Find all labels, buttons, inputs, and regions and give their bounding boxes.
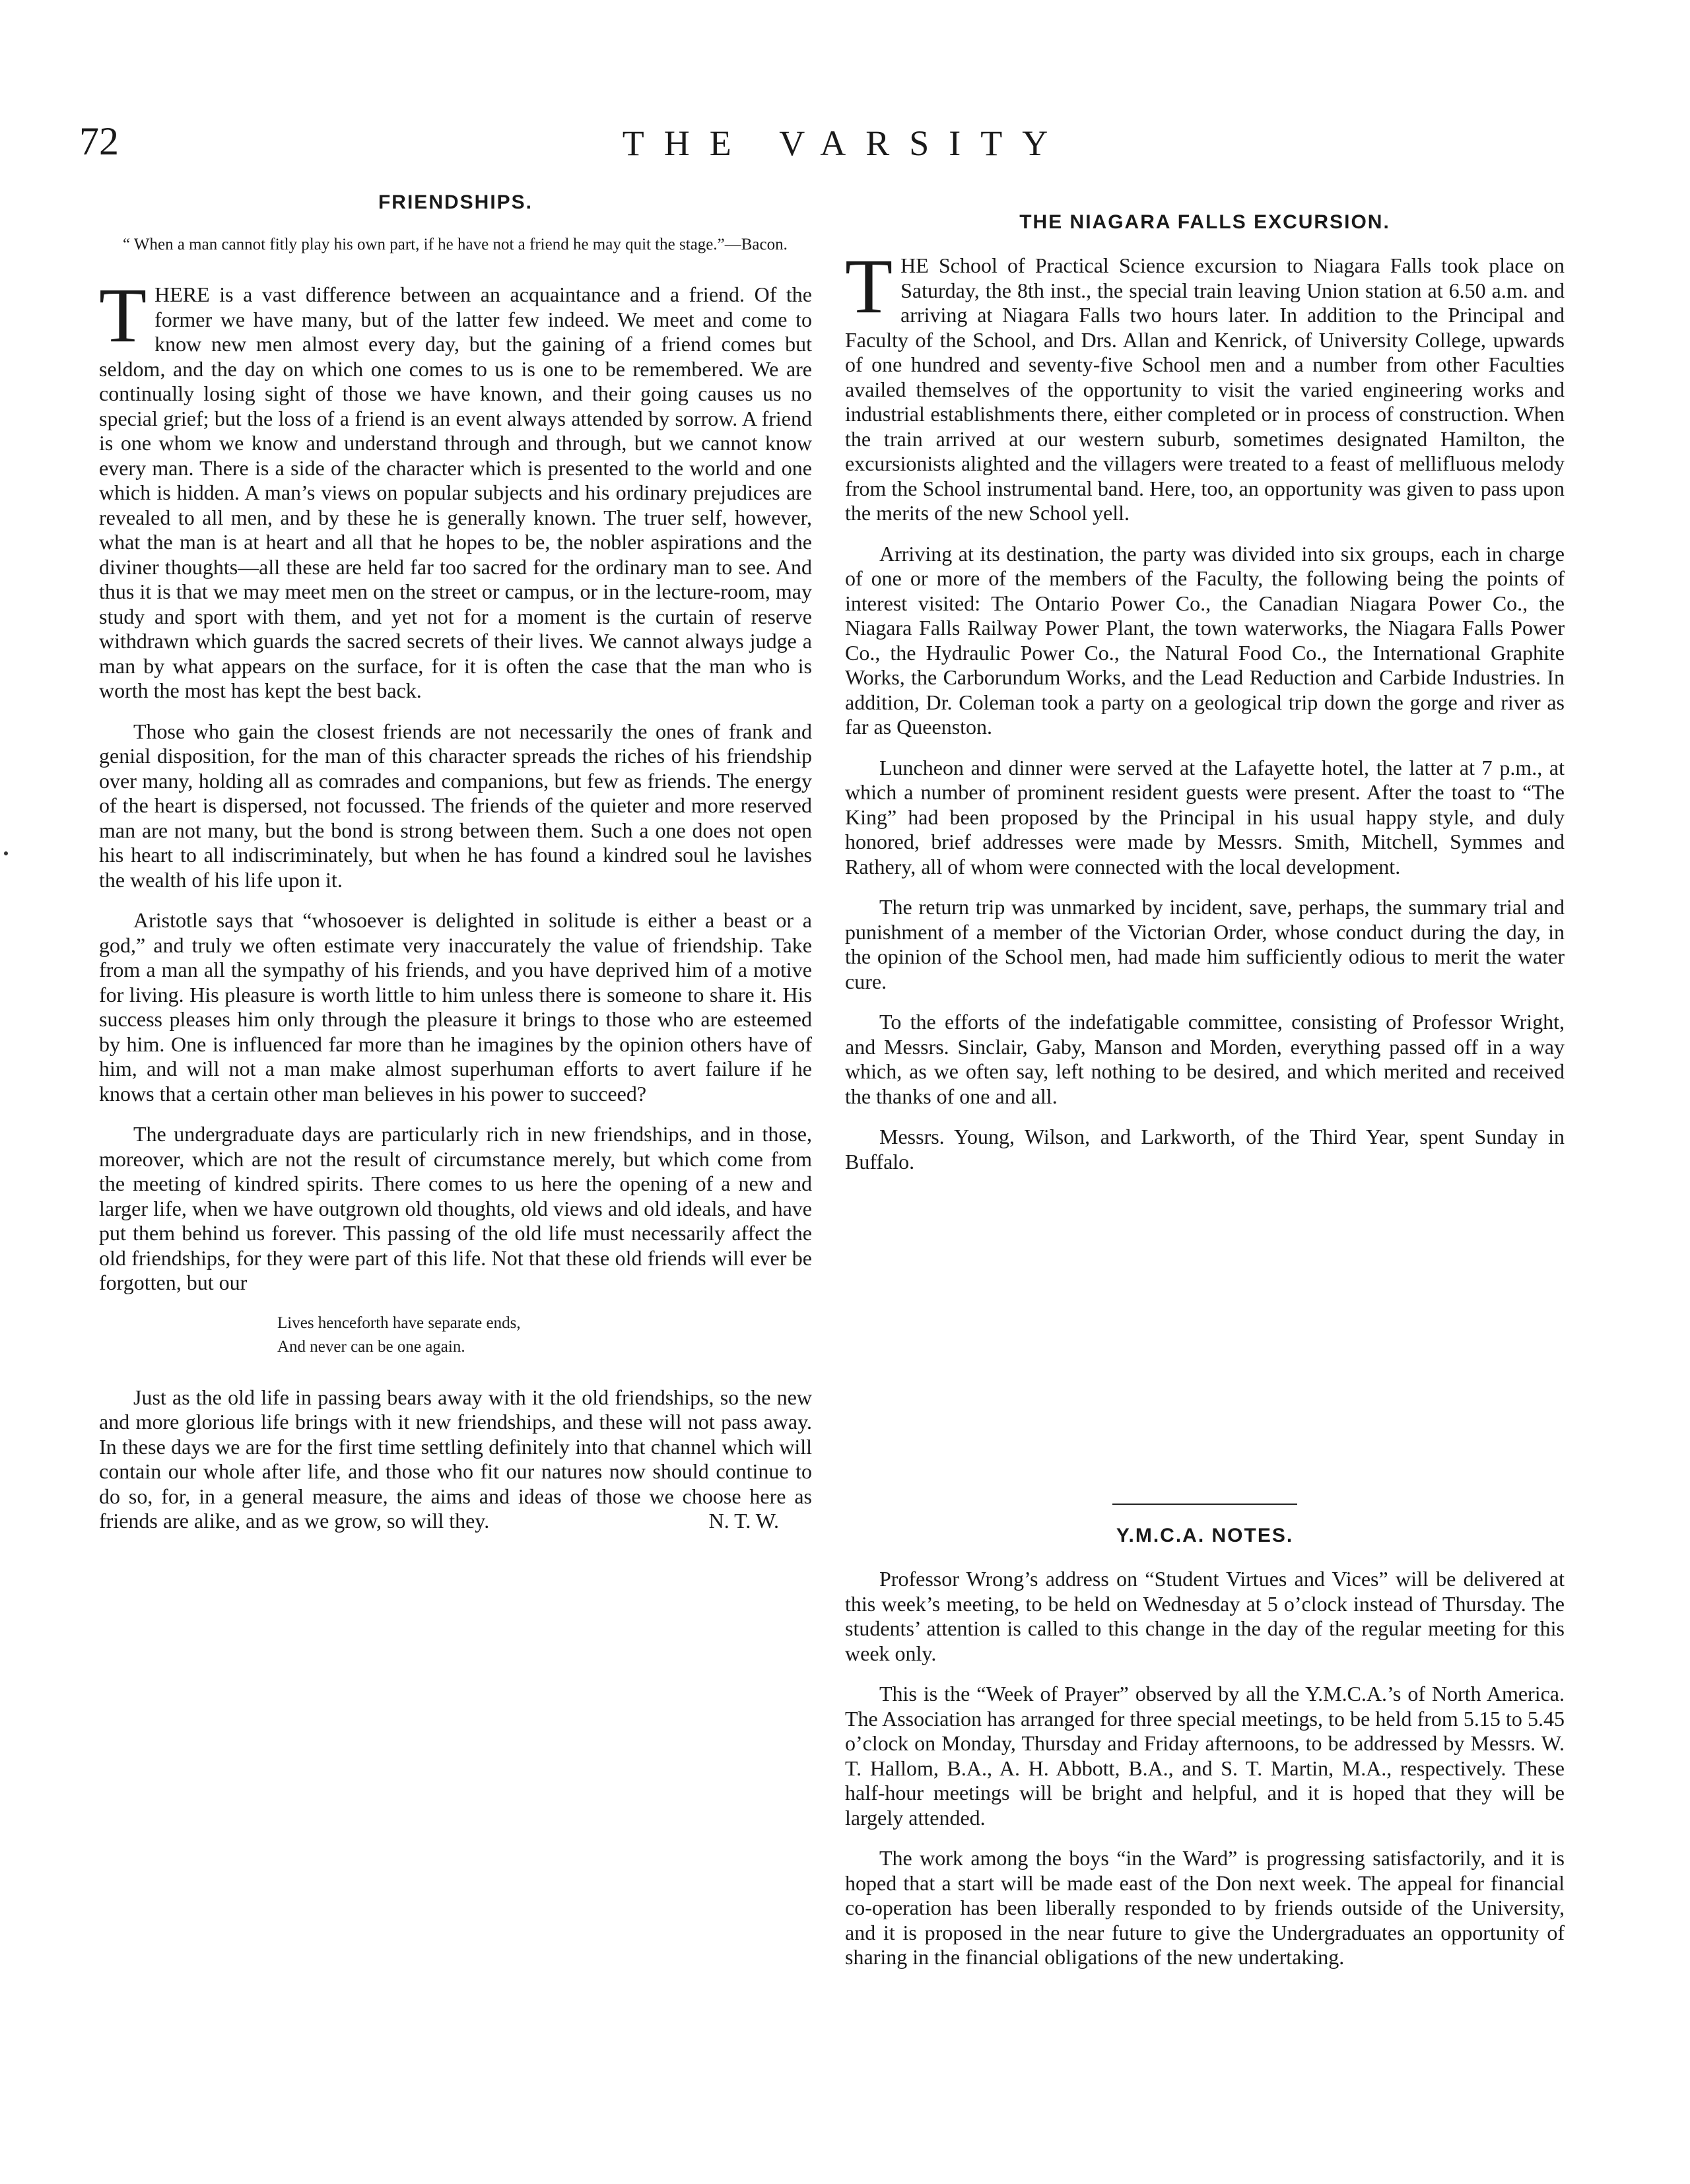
friendships-article <box>99 191 812 1550</box>
friendships-paragraph-4: The undergraduate days are particularly rich in new friendships, and in those, moreover, which are not the result of circumstance merely, but which come from the meeting of kindred spirits. There comes to us here the opening of a new and larger life, when we have outgrown old thoughts, old views and old ideals, and have put them behind us forever. This passing of the old life must necessarily affect the old friendships, for they were part of this life. Not that these old friends will ever be forgotten, but our <box>99 1122 812 1294</box>
niagara-article <box>845 211 1565 1190</box>
section-divider <box>1112 1504 1297 1505</box>
paragraph-text: Just as the old life in passing bears away with it the old friendships, so the new and more glorious life brings with it new friendships, and these will not pass away. In these days we are for the first time settling definitely into that channel which will contain our whole after life, and those who fit our natures now should continue to do so, for, in a general measure, the aims and ideas of those we choose here as friends are alike, and as we grow, so will they. <box>99 1385 812 1533</box>
running-title: THE VARSITY <box>622 123 1068 163</box>
drop-cap: T <box>845 243 893 329</box>
ymca-title: Y.M.C.A. NOTES. <box>1116 1525 1294 1546</box>
ymca-article <box>845 1492 1565 1986</box>
paragraph-text: HERE is a vast difference between an acquaintance and a friend. Of the former we have many, but of the latter few indeed. We meet and come to know new men almost every day, but the gaining of a friend comes but seldom, and the day on which one comes to us is one to be remembered. We are continually losing sight of those we have known, and their going causes us no special grief; but the loss of a friend is an event always attended by sorrow. A friend is one whom we know and understand through and through, but we cannot know every man. There is a side of the character which is presented to the world and one which is hidden. A man’s views on popular subjects and his ordinary prejudices are revealed to all men, and by these he is generally known. The truer self, however, what the man is at heart and all that he hopes to be, the nobler aspirations and the diviner thoughts—all these are held far too sacred for the ordinary man to see. And thus it is that we may meet men on the street or campus, or in the lecture-room, may study and sport with them, and yet not for a moment is the curtain of reserve withdrawn which guards the sacred secrets of their lives. We cannot always judge a man by what appears on the surface, for it is often the case that the man who is worth the most has kept the best back. <box>99 282 812 702</box>
niagara-paragraph-2: Arriving at its destination, the party was divided into six groups, each in charge of one or more of the members of the Faculty, the following being the points of interest visited: The Ontario Power Co., the Canadian Niagara Power Co., the Niagara Falls Railway Power Plant, the town waterworks, the Niagara Falls Power Co., the Hydraulic Power Co., the Natural Food Co., the International Graphite Works, the Carborundum Works, and the Lead Reduction and Carbide Industries. In addition, Dr. Coleman took a party on a geological trip down the gorge and river as far as Queenston. <box>845 541 1565 739</box>
niagara-paragraph-6: Messrs. Young, Wilson, and Larkworth, of the Third Year, spent Sunday in Buffalo. <box>845 1125 1565 1174</box>
niagara-paragraph-5: To the efforts of the indefatigable committee, consisting of Professor Wright, and Messrs. Sinclair, Gaby, Manson and Morden, everything passed off in a way which, as we often say, left nothing to be desired, and which merited and received the thanks of one and all. <box>845 1010 1565 1108</box>
verse-line: And never can be one again. <box>277 1337 465 1356</box>
verse-quote <box>99 1311 812 1359</box>
ymca-paragraph-1: Professor Wrong’s address on “Student Virtues and Vices” will be delivered at this week’s meeting, to be held on Wednesday at 5 o’clock instead of Thursday. The students’ attention is called to this change in the day of the regular meeting for this week only. <box>845 1567 1565 1665</box>
ymca-paragraph-2: This is the “Week of Prayer” observed by all the Y.M.C.A.’s of North America. The Association has arranged for three special meetings, to be held from 5.15 to 5.45 o’clock on Monday, Thursday and Friday afternoons, to be addressed by Messrs. W. T. Hallom, B.A., A. H. Abbott, B.A., and S. T. Martin, M.A., respectively. These half-hour meetings will be bright and helpful, and it is hoped that they will be largely attended. <box>845 1682 1565 1830</box>
niagara-paragraph-1 <box>845 243 1565 526</box>
page-header <box>0 119 1690 178</box>
ymca-paragraph-3: The work among the boys “in the Ward” is progressing satisfactorily, and it is hoped that a start will be made east of the Don next week. The appeal for financial co-operation has been liberally responded to by friends outside of the University, and it is proposed in the near future to give the Undergraduates an opportunity of sharing in the financial obligations of the new undertaking. <box>845 1846 1565 1969</box>
verse-line: Lives henceforth have separate ends, <box>277 1313 521 1332</box>
friendships-title: FRIENDSHIPS. <box>378 191 533 213</box>
niagara-paragraph-4: The return trip was unmarked by incident, save, perhaps, the summary trial and punishment of a member of the Victorian Order, whose conduct during the day, in the opinion of the School men, had made him sufficiently odious to merit the water cure. <box>845 895 1565 993</box>
friendships-paragraph-5 <box>99 1385 812 1534</box>
page-number: 72 <box>79 119 119 163</box>
scan-speck <box>4 851 8 855</box>
friendships-paragraph-2: Those who gain the closest friends are not necessarily the ones of frank and genial disposition, for the man of this character spreads the riches of his friendship over many, holding all as comrades and companions, but few as friends. The energy of the heart is dispersed, not focussed. The friends of the quieter and more reserved man are not many, but the bond is strong between them. Such a one does not open his heart to all indiscriminately, but when he has found a kindred soul he lavishes the wealth of his life upon it. <box>99 719 812 892</box>
niagara-title: THE NIAGARA FALLS EXCURSION. <box>1019 211 1390 233</box>
paragraph-text: HE School of Practical Science excursion to Niagara Falls took place on Saturday, the 8th inst., the special train leaving Union station at 6.50 a.m. and arriving at Niagara Falls two hours later. In addition to the Principal and Faculty of the School, and Drs. Allan and Kenrick, of University College, upwards of one hundred and seventy-five School men and a number from other Faculties availed themselves of the opportunity to visit the varied engineering works and industrial establishments there, either completed or in process of construction. When the train arrived at our western suburb, sometimes designated Hamilton, the excursionists alighted and the villagers were treated to a feast of mellifluous melody from the School instrumental band. Here, too, an opportunity was given to pass upon the merits of the new School yell. <box>845 253 1565 525</box>
epigraph: “ When a man cannot fitly play his own part, if he have not a friend he may quit the stage.”—Bacon. <box>123 236 788 253</box>
friendships-paragraph-3: Aristotle says that “whosoever is delighted in solitude is either a beast or a god,” and truly we often estimate very inaccurately the value of friendship. Take from a man all the sympathy of his friends, and you have deprived him of a motive for living. His pleasure is worth little to him unless there is someone to share it. His success pleases him only through the pleasure it brings to those who are esteemed by him. One is influenced far more than he imagines by the opinion others have of him, and will not a man make almost superhuman efforts to avert failure if he knows that a certain other man believes in his power to succeed? <box>99 908 812 1106</box>
drop-cap: T <box>99 272 147 358</box>
author-signature: N. T. W. <box>708 1509 779 1533</box>
friendships-paragraph-1 <box>99 272 812 704</box>
niagara-paragraph-3: Luncheon and dinner were served at the Lafayette hotel, the latter at 7 p.m., at which a number of prominent resident guests were present. After the toast to “The King” had been proposed by the Principal in his usual happy style, and duly honored, brief addresses were made by Messrs. Smith, Mitchell, Symmes and Rathery, all of whom were connected with the local development. <box>845 755 1565 878</box>
